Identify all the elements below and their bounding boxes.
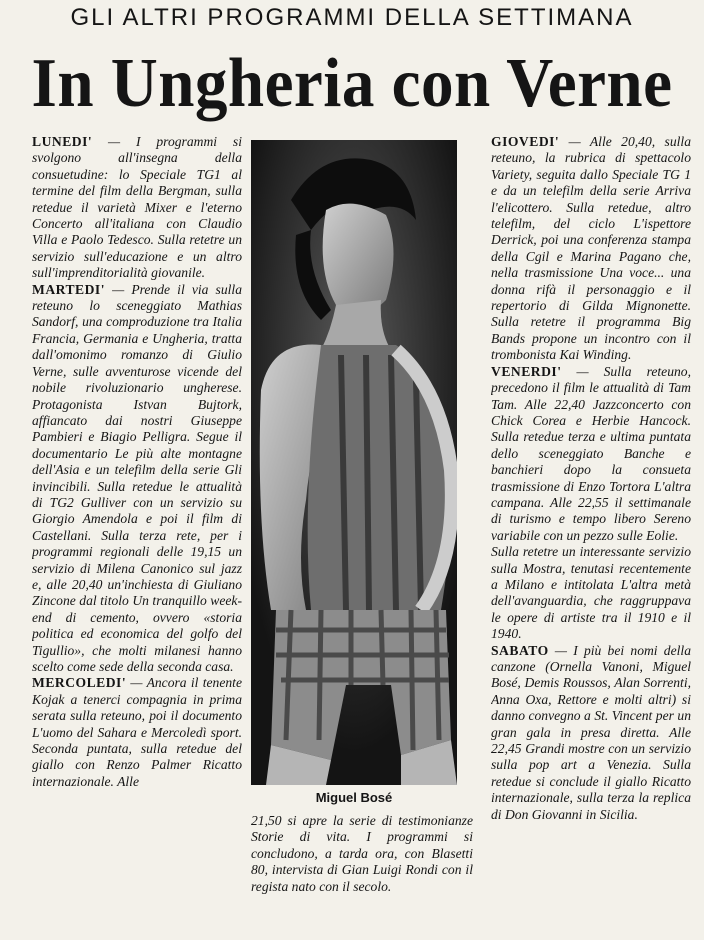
- day-label: MERCOLEDI': [32, 675, 127, 691]
- paragraph-text: — I programmi si svolgono all'insegna della consuetudine: lo Speciale TG1 al termine del film della Bergman, sulla retedue il varietà Mixer e l'eterno Concerto all'italiana con Claudio Villa e Paolo Tedesco. Sulla retetre un servizio sull'educazione e un altro sull'imprenditorialità giovanile.: [32, 134, 242, 281]
- right-column: [491, 134, 691, 934]
- kicker: GLI ALTRI PROGRAMMI DELLA SETTIMANA: [70, 4, 634, 31]
- paragraph-friday-cont: [491, 544, 691, 642]
- paragraph-friday: [491, 364, 691, 544]
- paragraph-text: — Prende il via sulla reteuno lo sceneggiato Mathias Sandorf, una comproduzione tra Italia Francia, Germania e Ungheria, tratta dall'omonimo romanzo di Giulio Verne, sulle avventurose vicende del nobile rivoluzionario ungherese. Protagonista Istvan Bujtork, affiancato dai nostri Giuseppe Pambieri e Biagio Pelligra. Segue il documentario Le più alte montagne dell'Asia e un telefilm della serie Gli invincibili. Sulla retedue le attualità di TG2 Gulliver con un servizio su Giorgio Amendola e poi il film di Castellani. Sulla terza rete, per i programmi regionali delle 19,15 un servizio di Milena Canonico sul jazz e, alle 20,40 un'inchiesta di Giuliano Zincone dal titolo Un tranquillo week-end di cemento, ovvero «storia politica ed economica del golfo del Tigullio», che molti milanesi hanno scelto come sede della seconda casa.: [32, 281, 242, 674]
- photo-miguel-bose: [251, 140, 457, 785]
- photo-image: [251, 140, 457, 785]
- day-label: LUNEDI': [32, 134, 93, 149]
- paragraph-text: 21,50 si apre la serie di testimonianze Storie di vita. I programmi si concludono, a tarda ora, con Blasetti 80, intervista di Gian Luigi Rondi con il regista nato con il secolo.: [251, 813, 473, 894]
- paragraph-tuesday: [32, 282, 242, 676]
- day-label: SABATO: [491, 642, 549, 658]
- paragraph-text: — Ancora il tenente Kojak a tenerci compagnia in prima serata sulla reteuno, poi il documento L'uomo del Sahara e Mercoledì sport. Seconda puntata, sulla retedue del giallo con Renzo Palmer Ricatto internazionale. Alle: [32, 675, 242, 789]
- headline: In Ungheria con Verne: [31, 45, 673, 122]
- middle-continuation: [251, 813, 473, 923]
- left-column: [32, 134, 242, 934]
- paragraph-text: — I più bei nomi della canzone (Ornella Vanoni, Miguel Bosé, Demis Roussos, Alan Sorrenti, Anna Oxa, Rettore e molti altri) si danno convegno a St. Vincent per un gran gala in presa diretta. Alle 22,45 Grandi mostre con un servizio sulla pop art a Venezia. Sulla retedue si conclude il giallo Ricatto internazionale, sulla terza la replica di Don Giovanni in Sicilia.: [491, 642, 691, 822]
- day-label: MARTEDI': [32, 281, 106, 297]
- paragraph-thursday: [491, 134, 691, 364]
- day-label: GIOVEDI': [491, 134, 560, 149]
- paragraph-monday: [32, 134, 242, 282]
- paragraph-wednesday: [32, 675, 242, 790]
- paragraph-text: Sulla retetre un interessante servizio sulla Mostra, tenutasi recentemente a Milano e intitolata L'altra metà dell'avanguardia, che raggruppava le opere di artiste tra il 1910 e il 1940.: [491, 544, 691, 642]
- paragraph-text: — Sulla reteuno, precedono il film le attualità di Tam Tam. Alle 22,40 Jazzconcerto con Chick Corea e Herbie Hancock. Sulla retedue terza e ultima puntata dello sceneggiato Banche e banchieri dopo la consueta trasmissione di Enzo Tortora L'altra campana. Alle 22,55 il settimanale di turismo e tempo libero Sereno variabile con un pezzo sulle Eolie.: [491, 363, 691, 543]
- day-label: VENERDI': [491, 363, 562, 379]
- photo-caption: Miguel Bosé: [315, 790, 393, 805]
- paragraph-text: — Alle 20,40, sulla reteuno, la rubrica di spettacolo Variety, seguita dallo Speciale TG 1 e da un telefilm della serie Arriva l'elicottero. Sulla retedue, altro telefilm, del ciclo L'ispettore Derrick, poi una conferenza stampa della Cgil e Marina Pagano che, nella trasmissione Una voce... una donna rifà il personaggio e il repertorio di Gilda Mignonette. Sulla retetre il programma Big Bands propone un incontro con il trombonista Kai Winding.: [491, 134, 691, 363]
- paragraph-saturday: [491, 643, 691, 823]
